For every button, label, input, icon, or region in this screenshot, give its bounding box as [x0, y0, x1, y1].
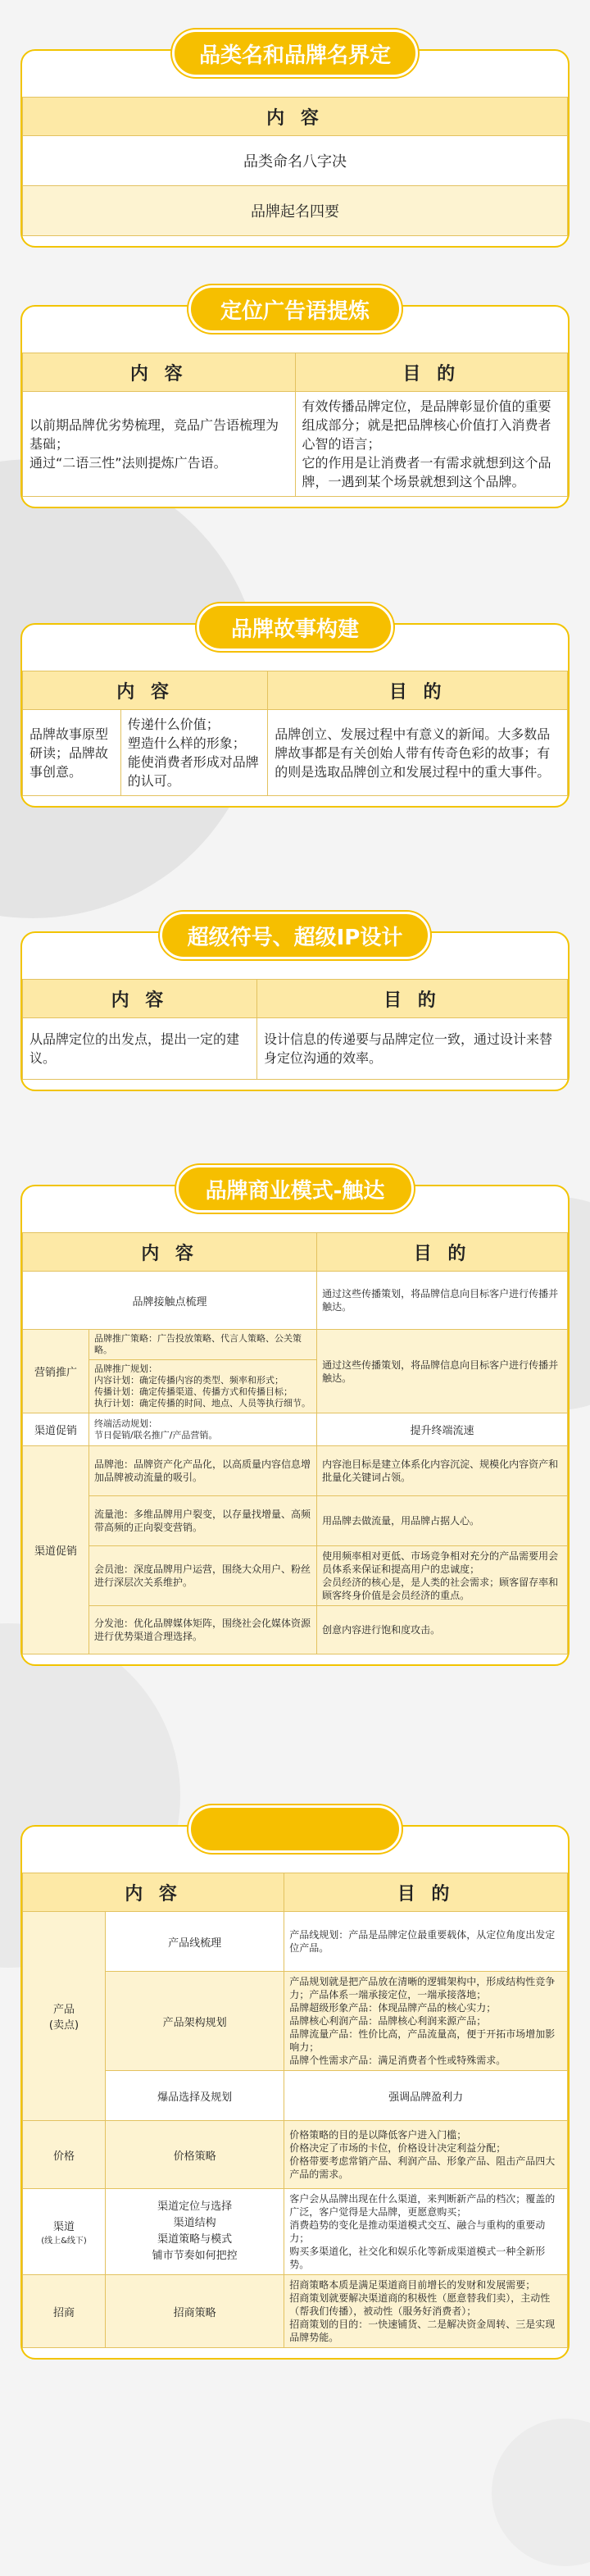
category-sub: (线上&线下) [41, 2237, 87, 2246]
content-cell: 价格策略 [106, 2121, 284, 2189]
table-row: 品牌接触点梳理 [23, 1272, 317, 1330]
section-title: 品牌商业模式-触达 [176, 1165, 414, 1213]
section-title: 品类名和品牌名界定 [172, 30, 418, 77]
section-title-blank [188, 1805, 402, 1853]
section-title: 定位广告语提炼 [188, 285, 402, 333]
section-title: 品牌故事构建 [197, 603, 393, 651]
section-super-symbol [20, 926, 570, 1091]
category-label: 渠道促销 [23, 1413, 89, 1446]
category-label: 招商 [23, 2275, 106, 2348]
purpose-header: 目 的 [268, 671, 568, 710]
purpose-header: 目 的 [284, 1873, 568, 1912]
section-title: 超级符号、超级IP设计 [160, 912, 430, 959]
purpose-cell: 价格策略的目的是以降低客户进入门槛； 价格决定了市场的卡位，价格设计决定利益分配； 价格带要考虑常销产品、利润产品、形象产品、阻击产品四大产品的需求。 [284, 2121, 568, 2189]
category-label: 营销推广 [23, 1330, 89, 1413]
section-brand-story [20, 617, 570, 808]
purpose-cell: 通过这些传播策划，将品牌信息向目标客户进行传播并触达。 [317, 1272, 568, 1330]
table-row: 品牌起名四要 [23, 186, 568, 236]
purpose-cell: 产品规划就是把产品放在清晰的逻辑架构中，形成结构性竞争力；产品体系一端承接定位，一端承接落地； 品牌超级形象产品：体现品牌产品的核心实力； 品牌核心利润产品：品牌核心利润来源产品； 品牌流量产品：性价比高，产品流量高，便于开拓市场增加影响力； 品牌个性需求产品：满足消费者个性或特殊需求。 [284, 1972, 568, 2071]
purpose-cell: 创意内容进行饱和度攻击。 [317, 1606, 568, 1654]
purpose-header: 目 的 [317, 1233, 568, 1272]
content-cell: 产品线梳理 [106, 1912, 284, 1972]
content-cell: 会员池：深度品牌用户运营，围绕大众用户、粉丝进行深层次关系维护。 [89, 1546, 317, 1606]
content-header: 内 容 [23, 1233, 317, 1272]
purpose-cell: 客户会从品牌出现在什么渠道，来判断新产品的档次；覆盖的广泛，客户觉得是大品牌，更愿意购买； 消费趋势的变化是推动渠道模式交互、融合与重构的重要动力； 购买多渠道化，社交化和娱乐化等新成渠道模式一种全新形势。 [284, 2189, 568, 2275]
content-cell: 传递什么价值； 塑造什么样的形象； 能使消费者形成对品牌的认可。 [120, 710, 268, 796]
purpose-cell: 招商策略本质是满足渠道商目前增长的发财和发展需要； 招商策划就要解决渠道商的积极性（愿意替我们卖），主动性（帮我们传播），被动性（服务好消费者）； 招商策划的目的：一快速铺货、二是解决资金周转、三是实现品牌势能。 [284, 2275, 568, 2348]
purpose-cell: 有效传播品牌定位，是品牌彰显价值的重要组成部分；就是把品牌核心价值打入消费者心智的语言； 它的作用是让消费者一有需求就想到这个品牌，一遇到某个场景就想到这个品牌。 [295, 392, 568, 497]
category-label: 产品 (卖点) [23, 1912, 106, 2121]
content-cell: 渠道定位与选择 渠道结构 渠道策略与模式 铺市节奏如何把控 [106, 2189, 284, 2275]
section-product-price-channel [20, 1825, 570, 2360]
category-label: 价格 [23, 2121, 106, 2189]
purpose-cell: 提升终端流速 [317, 1413, 568, 1446]
content-cell: 品牌池：品牌资产化产品化，以高质量内容信息增加品牌被动流量的吸引。 [89, 1446, 317, 1496]
purpose-cell: 产品线规划：产品是品牌定位最重要载体，从定位角度出发定位产品。 [284, 1912, 568, 1972]
content-header: 内 容 [23, 98, 568, 136]
content-header: 内 容 [23, 980, 257, 1018]
content-cell: 终端活动规划： 节日促销/联名推广/产品营销。 [89, 1413, 317, 1446]
content-cell: 品牌推广策略：广告投放策略、代言人策略、公关策略。 [89, 1330, 317, 1360]
section-positioning-slogan [20, 299, 570, 508]
section-category-naming [20, 43, 570, 248]
content-cell: 流量池：多维品牌用户裂变，以存量找增量、高频带高频的正向裂变营销。 [89, 1496, 317, 1546]
purpose-header: 目 的 [295, 353, 568, 392]
content-cell: 分发池：优化品牌媒体矩阵，围绕社会化媒体资源进行优势渠道合理选择。 [89, 1606, 317, 1654]
content-cell: 品牌故事原型研读；品牌故事创意。 [23, 710, 121, 796]
content-cell: 以前期品牌优劣势梳理，竞品广告语梳理为基础； 通过“二语三性”法则提炼广告语。 [23, 392, 296, 497]
content-header: 内 容 [23, 1873, 284, 1912]
purpose-cell: 强调品牌盈利力 [284, 2071, 568, 2121]
content-cell: 爆品选择及规划 [106, 2071, 284, 2121]
category-label [23, 2189, 106, 2275]
purpose-cell: 内容池目标是建立体系化内容沉淀、规模化内容资产和批量化关键词占领。 [317, 1446, 568, 1496]
purpose-header: 目 的 [256, 980, 567, 1018]
purpose-cell: 通过这些传播策划，将品牌信息向目标客户进行传播并触达。 [317, 1330, 568, 1413]
content-cell: 产品架构规划 [106, 1972, 284, 2071]
content-header: 内 容 [23, 353, 296, 392]
category-label: 渠道促销 [23, 1446, 89, 1654]
purpose-cell: 使用频率相对更低、市场竞争相对充分的产品需要用会员体系来保证和提高用户的忠诚度； 会员经济的核心是，是人类的社会需求；顾客留存率和顾客终身价值是会员经济的重点。 [317, 1546, 568, 1606]
section-business-model-reach [20, 1179, 570, 1666]
content-cell: 品牌推广规划： 内容计划：确定传播内容的类型、频率和形式； 传播计划：确定传播渠道、传播方式和传播目标； 执行计划：确定传播的时间、地点、人员等执行细节。 [89, 1360, 317, 1413]
purpose-cell: 用品牌去做流量，用品牌占据人心。 [317, 1496, 568, 1546]
content-cell: 招商策略 [106, 2275, 284, 2348]
purpose-cell: 设计信息的传递要与品牌定位一致，通过设计来替身定位沟通的效率。 [256, 1018, 567, 1080]
category-name: 渠道 [52, 2221, 75, 2233]
table-row: 品类命名八字决 [23, 136, 568, 186]
content-header: 内 容 [23, 671, 268, 710]
content-cell: 从品牌定位的出发点，提出一定的建议。 [23, 1018, 257, 1080]
purpose-cell: 品牌创立、发展过程中有意义的新闻。大多数品牌故事都是有关创始人带有传奇色彩的故事；有的则是选取品牌创立和发展过程中的重大事件。 [268, 710, 568, 796]
